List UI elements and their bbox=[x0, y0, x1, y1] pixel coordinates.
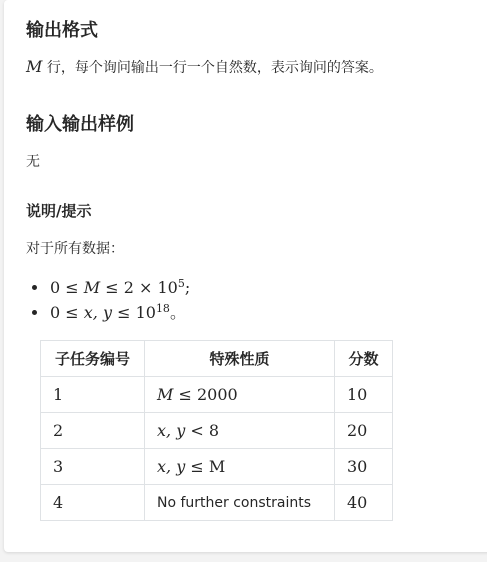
constraint-formula: $0 \le M \le 2 \times 10^5$; bbox=[50, 277, 191, 297]
header-score: 分数 bbox=[335, 341, 393, 377]
output-format-description: M 行，每个询问输出一行一个自然数，表示询问的答案。 bbox=[26, 57, 383, 76]
constraint-item bbox=[26, 275, 190, 300]
property-cell: No further constraints bbox=[145, 485, 335, 521]
property-cell: x, y < 8 bbox=[145, 413, 335, 449]
score-cell: 30 bbox=[335, 449, 393, 485]
property-cell: M ≤ 2000 bbox=[145, 377, 335, 413]
property-cell: x, y ≤ M bbox=[145, 449, 335, 485]
table-header-row bbox=[41, 341, 393, 377]
problem-card bbox=[4, 0, 487, 552]
bullet-icon bbox=[32, 285, 37, 290]
subtask-id-cell: 2 bbox=[41, 413, 145, 449]
notes-heading: 说明/提示 bbox=[26, 202, 92, 220]
constraint-list bbox=[26, 275, 190, 325]
output-format-heading: 输出格式 bbox=[26, 20, 98, 41]
header-special-property: 特殊性质 bbox=[145, 341, 335, 377]
subtask-id-cell: 4 bbox=[41, 485, 145, 521]
table-row bbox=[41, 485, 393, 521]
subtask-id-cell: 3 bbox=[41, 449, 145, 485]
constraint-formula: 0 ≤ x, $y \le 10^{18}$。 bbox=[50, 302, 186, 322]
subtask-table bbox=[40, 340, 393, 521]
sample-io-heading: 输入输出样例 bbox=[26, 114, 134, 135]
score-cell: 20 bbox=[335, 413, 393, 449]
table-row bbox=[41, 449, 393, 485]
constraint-item bbox=[26, 300, 190, 325]
sample-io-content: 无 bbox=[26, 154, 40, 170]
table-row bbox=[41, 377, 393, 413]
header-subtask-id: 子任务编号 bbox=[41, 341, 145, 377]
subtask-id-cell: 1 bbox=[41, 377, 145, 413]
score-cell: 10 bbox=[335, 377, 393, 413]
table-row bbox=[41, 413, 393, 449]
score-cell: 40 bbox=[335, 485, 393, 521]
m-variable: M bbox=[26, 57, 43, 76]
bullet-icon bbox=[32, 310, 37, 315]
notes-intro: 对于所有数据： bbox=[26, 241, 124, 257]
